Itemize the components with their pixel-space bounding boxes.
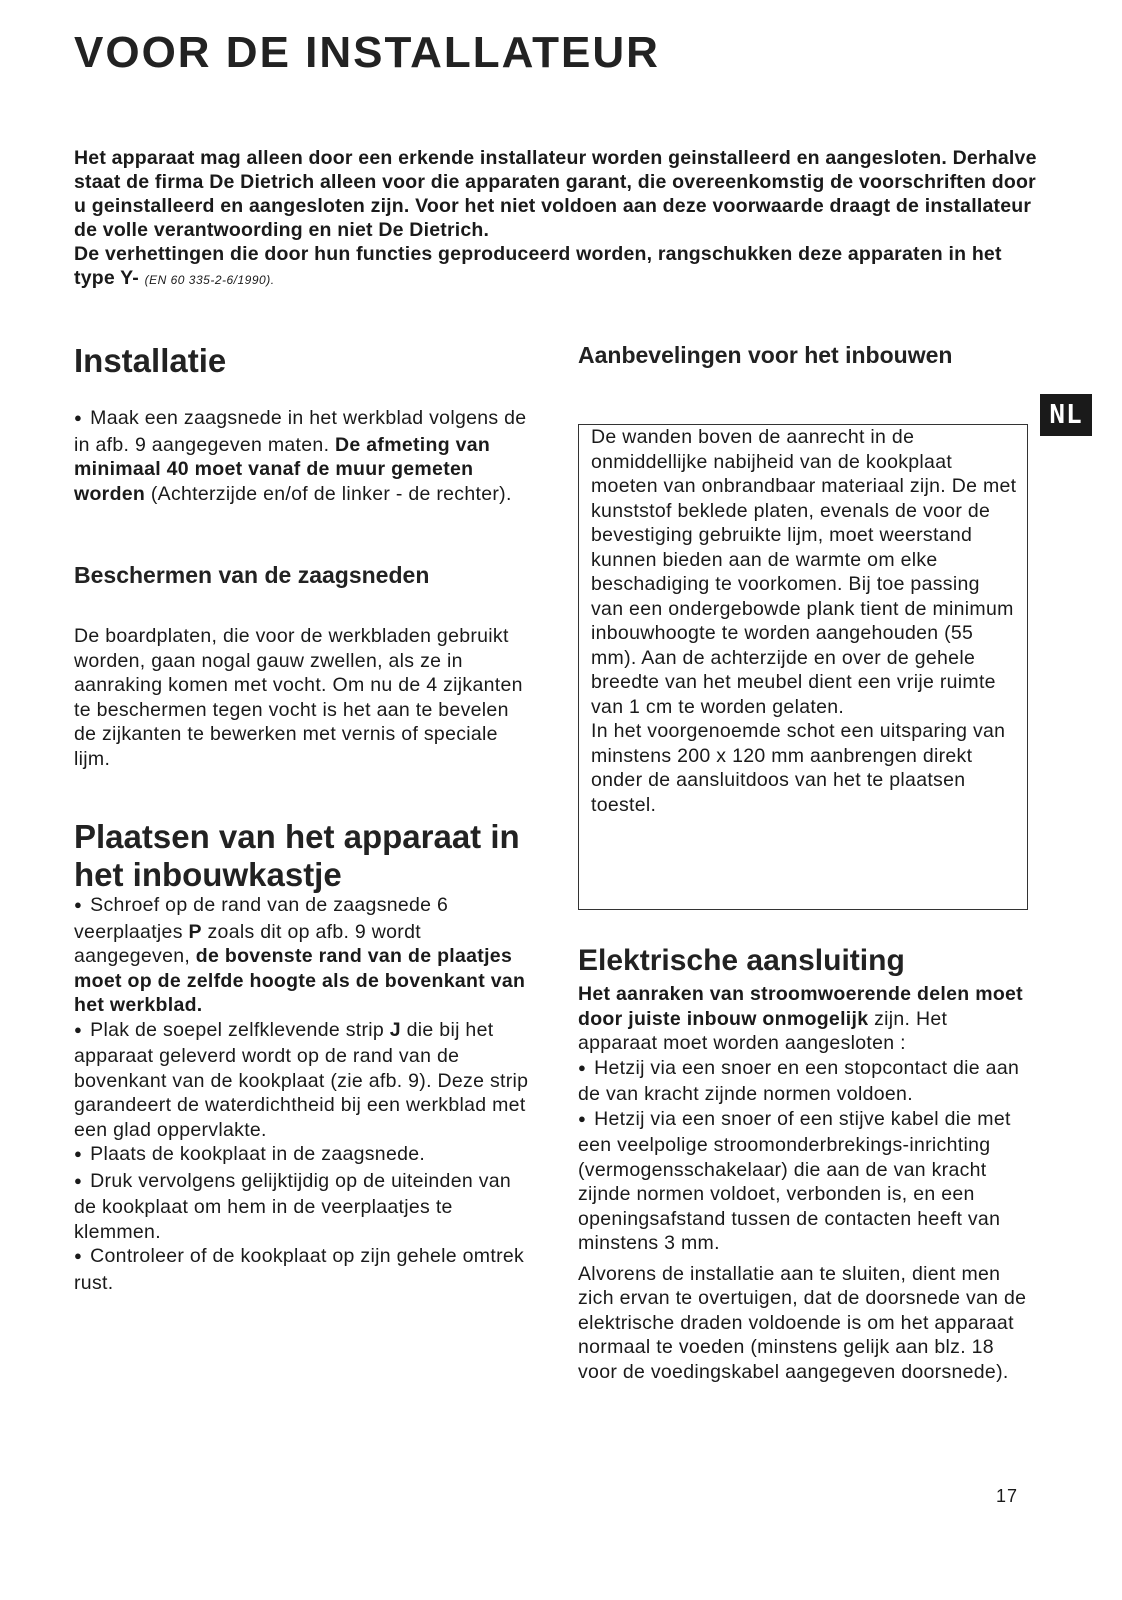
- bullet-icon: [578, 1057, 594, 1079]
- plaatsen-section: [74, 893, 534, 1295]
- elektrische-bold-text: Het aanraken van stroomwoerende delen moet door juiste inbouw onmogelijk: [578, 983, 1023, 1030]
- elektrische-bullet-2: ● Hetzij via een snoer of een stijve kabel die met een veelpolige stroomonderbrekings-inrichting (vermogensschakelaar) die aan de van kracht zijnde normen voldoet, verbonden is, en een openingsafstand tussen de contacten heeft van minstens 3 mm.: [578, 1107, 1028, 1256]
- bullet-icon: [74, 407, 90, 429]
- aanbevelingen-box: [578, 424, 1028, 910]
- beschermen-heading: Beschermen van de zaagsneden: [74, 562, 430, 588]
- installatie-bold-text: De afmeting van minimaal 40 moet vanaf de muur gemeten worden: [74, 433, 491, 505]
- elektrische-heading: Elektrische aansluiting: [578, 944, 905, 977]
- bullet-icon: [74, 1143, 90, 1165]
- elektrische-section: [578, 982, 1028, 1384]
- plaatsen-heading: Plaatsen van het apparaat in het inbouwkastje: [74, 818, 520, 893]
- bullet-icon: [578, 1108, 594, 1130]
- page-number: 17: [996, 1486, 1019, 1506]
- intro-norm-reference: (EN 60 335-2-6/1990).: [144, 273, 275, 287]
- plaatsen-bullet-3: ● Plaats de kookplaat in de zaagsnede.: [74, 1142, 534, 1169]
- aanbevelingen-box-text: De wanden boven de aanrecht in de onmiddellijke nabijheid van de kookplaat moeten van onbrandbaar materiaal zijn. De met kunststof beklede platen, evenals de voor de bevestiging gebruikte lijm, moet weerstand kunnen bieden aan de warmte om elke beschadiging te voorkomen. Bij toe passing van een ondergebowde plank tient de minimum inbouwhoogte te worden aangehouden (55 mm). Aan de achterzijde en over de gehele breedte van het meubel dient een vrije ruimte van 1 cm te worden gelaten.: [591, 426, 1017, 718]
- aanbevelingen-box-text-2: In het voorgenoemde schot een uitsparing van minstens 200 x 120 mm aanbrengen direkt onder de aansluitdoos van het te plaatsen toestel.: [591, 720, 1006, 816]
- bullet-icon: [74, 1170, 90, 1192]
- bullet-icon: [74, 1019, 90, 1041]
- page-title: VOOR DE INSTALLATEUR: [74, 28, 660, 77]
- installatie-section: [74, 406, 534, 506]
- elektrische-closing: Alvorens de installatie aan te sluiten, dient men zich ervan te overtuigen, dat de doorsnede van de elektrische draden voldoende is om het apparaat normaal te voeden (minstens gelijk aan blz. 18 voor de voedingskabel aangegeven doorsnede).: [578, 1262, 1027, 1383]
- language-tab-nl: NL: [1040, 394, 1092, 436]
- elektrische-intro: Het aanraken van stroomwoerende delen moet door juiste inbouw onmogelijk zijn. Het apparaat moet worden aangesloten :: [578, 983, 1023, 1054]
- elektrische-bullet-1: ● Hetzij via een snoer en een stopcontact die aan de van kracht zijnde normen voldoen.: [578, 1056, 1028, 1107]
- intro-block: [74, 146, 1044, 292]
- beschermen-text: De boardplaten, die voor de werkbladen gebruikt worden, gaan nogal gauw zwellen, als ze in aanraking komen met vocht. Om nu de 4 zijkanten te beschermen tegen vocht is het aan te bevelen de zijkanten te bewerken met vernis of speciale lijm.: [74, 625, 523, 770]
- installatie-text: ● Maak een zaagsnede in het werkblad volgens de in afb. 9 aangegeven maten. De afmeting van minimaal 40 moet vanaf de muur gemeten worden (Achterzijde en/of de linker - de rechter).: [74, 406, 534, 506]
- plaatsen-bullet-4: ● Druk vervolgens gelijktijdig op de uiteinden van de kookplaat om hem in de veerplaatjes te klemmen.: [74, 1169, 534, 1245]
- plaatsen-bullet-2: ● Plak de soepel zelfklevende strip J die bij het apparaat geleverd wordt op de rand van de bovenkant van de kookplaat (zie afb. 9). Deze strip garandeert de waterdichtheid bij een werkblad met een glad oppervlakte.: [74, 1018, 534, 1143]
- plaatsen-bullet-1: ● Schroef op de rand van de zaagsnede 6 veerplaatjes P zoals dit op afb. 9 wordt aangegeven, de bovenste rand van de plaatjes moet op de zelfde hoogte als de bovenkant van het werkblad.: [74, 893, 534, 1018]
- intro-type-text: De verhettingen die door hun functies geproduceerd worden, rangschukken deze apparaten in het type Y-: [74, 243, 1002, 289]
- aanbevelingen-heading: Aanbevelingen voor het inbouwen: [578, 342, 953, 368]
- installatie-heading: Installatie: [74, 342, 227, 379]
- intro-paragraph-2: [74, 242, 1044, 292]
- plaatsen-bullet-5: ● Controleer of de kookplaat op zijn gehele omtrek rust.: [74, 1244, 534, 1295]
- intro-paragraph-1: Het apparaat mag alleen door een erkende installateur worden geinstalleerd en aangesloten. Derhalve staat de firma De Dietrich alleen voor die apparaten garant, die overeenkomstig de voorschriften door u geinstalleerd en aangesloten zijn. Voor het niet voldoen aan deze voorwaarde draagt de installateur de volle verantwoording en niet De Dietrich.: [74, 147, 1037, 241]
- bullet-icon: [74, 1245, 90, 1267]
- bullet-icon: [74, 894, 90, 916]
